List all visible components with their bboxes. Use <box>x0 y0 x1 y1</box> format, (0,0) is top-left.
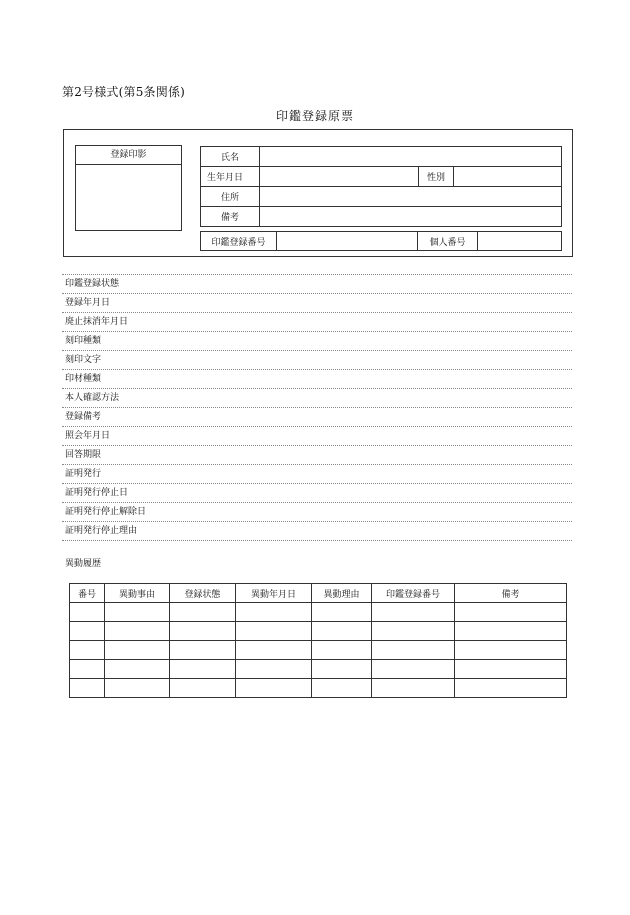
column-header: 異動理由 <box>312 584 372 603</box>
table-cell[interactable] <box>312 641 372 660</box>
table-row <box>70 641 567 660</box>
seal-impression-box <box>75 145 182 231</box>
table-cell[interactable] <box>236 641 312 660</box>
remarks-field[interactable] <box>260 207 562 227</box>
table-cell[interactable] <box>105 603 170 622</box>
address-field[interactable] <box>260 187 562 207</box>
personal-info-table <box>200 146 562 227</box>
table-cell[interactable] <box>372 679 455 698</box>
table-cell[interactable] <box>70 641 105 660</box>
table-cell[interactable] <box>170 679 236 698</box>
table-cell[interactable] <box>312 660 372 679</box>
table-cell[interactable] <box>455 622 567 641</box>
table-cell[interactable] <box>236 603 312 622</box>
table-cell[interactable] <box>70 660 105 679</box>
gender-label: 性別 <box>419 167 454 187</box>
address-label: 住所 <box>201 187 260 207</box>
table-row <box>70 660 567 679</box>
birthdate-field[interactable] <box>260 167 419 187</box>
field-row[interactable]: 印材種類 <box>62 370 572 389</box>
table-cell[interactable] <box>372 622 455 641</box>
table-cell[interactable] <box>372 660 455 679</box>
history-header-row <box>70 584 567 603</box>
field-row[interactable]: 回答期限 <box>62 446 572 465</box>
table-cell[interactable] <box>105 679 170 698</box>
field-row[interactable]: 刻印種類 <box>62 332 572 351</box>
birthdate-label: 生年月日 <box>201 167 260 187</box>
remarks-label: 備考 <box>201 207 260 227</box>
name-label: 氏名 <box>201 147 260 167</box>
table-cell[interactable] <box>170 641 236 660</box>
seal-impression-label: 登録印影 <box>76 146 181 165</box>
table-cell[interactable] <box>455 641 567 660</box>
history-table <box>69 583 567 698</box>
field-row[interactable]: 照会年月日 <box>62 427 572 446</box>
table-cell[interactable] <box>312 622 372 641</box>
registration-number-field[interactable] <box>277 232 418 251</box>
table-row <box>70 622 567 641</box>
table-cell[interactable] <box>170 660 236 679</box>
field-list <box>62 274 572 541</box>
history-section-label: 異動履歴 <box>65 559 102 569</box>
column-header: 備考 <box>455 584 567 603</box>
table-cell[interactable] <box>70 622 105 641</box>
column-header: 登録状態 <box>170 584 236 603</box>
field-row[interactable]: 登録年月日 <box>62 294 572 313</box>
field-row[interactable]: 廃止抹消年月日 <box>62 313 572 332</box>
table-cell[interactable] <box>236 622 312 641</box>
field-row[interactable]: 刻印文字 <box>62 351 572 370</box>
table-cell[interactable] <box>105 660 170 679</box>
name-field[interactable] <box>260 147 562 167</box>
field-row[interactable]: 証明発行停止日 <box>62 484 572 503</box>
table-row <box>70 603 567 622</box>
table-cell[interactable] <box>372 603 455 622</box>
table-cell[interactable] <box>70 603 105 622</box>
table-cell[interactable] <box>455 603 567 622</box>
field-row[interactable]: 証明発行停止理由 <box>62 522 572 541</box>
table-cell[interactable] <box>105 641 170 660</box>
column-header: 異動事由 <box>105 584 170 603</box>
field-row[interactable]: 証明発行 <box>62 465 572 484</box>
table-cell[interactable] <box>372 641 455 660</box>
field-row[interactable]: 印鑑登録状態 <box>62 275 572 294</box>
column-header: 印鑑登録番号 <box>372 584 455 603</box>
column-header: 番号 <box>70 584 105 603</box>
gender-field[interactable] <box>454 167 562 187</box>
table-cell[interactable] <box>170 622 236 641</box>
table-cell[interactable] <box>312 603 372 622</box>
registration-number-label: 印鑑登録番号 <box>201 232 277 251</box>
table-cell[interactable] <box>70 679 105 698</box>
registration-number-table <box>200 231 562 251</box>
table-cell[interactable] <box>236 660 312 679</box>
table-cell[interactable] <box>236 679 312 698</box>
field-row[interactable]: 証明発行停止解除日 <box>62 503 572 522</box>
table-cell[interactable] <box>312 679 372 698</box>
field-row[interactable]: 登録備考 <box>62 408 572 427</box>
table-cell[interactable] <box>170 603 236 622</box>
column-header: 異動年月日 <box>236 584 312 603</box>
personal-number-field[interactable] <box>478 232 562 251</box>
personal-number-label: 個人番号 <box>418 232 478 251</box>
field-row[interactable]: 本人確認方法 <box>62 389 572 408</box>
table-row <box>70 679 567 698</box>
form-number: 第2号様式(第5条関係) <box>62 85 186 99</box>
page-title: 印鑑登録原票 <box>275 109 354 123</box>
table-cell[interactable] <box>105 622 170 641</box>
table-cell[interactable] <box>455 660 567 679</box>
table-cell[interactable] <box>455 679 567 698</box>
